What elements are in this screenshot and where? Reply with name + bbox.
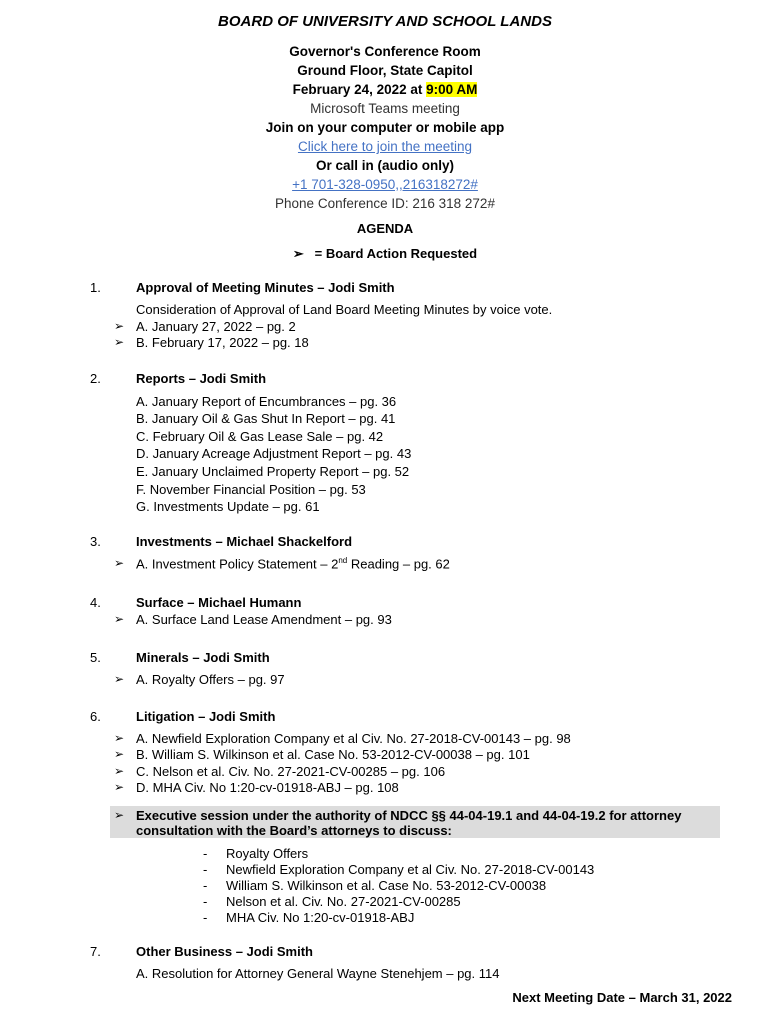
dash-bullet: - [203,894,208,909]
list-item: D. MHA Civ. No 1:20-cv-01918-ABJ – pg. 108 [136,780,399,795]
list-item: A. January 27, 2022 – pg. 2 [136,319,296,334]
conference-id: Phone Conference ID: 216 318 272# [275,196,495,211]
arrow-icon: ➢ [114,319,125,333]
meeting-datetime [0,80,770,99]
join-label: Join on your computer or mobile app [265,120,505,135]
list-item: A. Investment Policy Statement – 2nd Reading – pg. 62 [136,556,450,572]
call-in-label: Or call in (audio only) [315,158,454,173]
list-item: F. November Financial Position – pg. 53 [136,482,366,497]
section-5-number: 5. [90,650,101,665]
section-2-number: 2. [90,371,101,386]
list-item: A. Surface Land Lease Amendment – pg. 93 [136,612,392,627]
list-item: Nelson et al. Civ. No. 27-2021-CV-00285 [226,894,461,909]
arrow-icon: ➢ [114,780,125,794]
dash-bullet: - [203,846,208,861]
arrow-icon: ➢ [292,246,304,261]
meeting-date: February 24, 2022 at [292,82,427,97]
list-item: G. Investments Update – pg. 61 [136,499,320,514]
phone-link[interactable]: +1 701-328-0950,,216318272# [292,177,478,192]
list-item: C. Nelson et al. Civ. No. 27-2021-CV-00285 – pg. 106 [136,764,446,779]
section-1-desc: Consideration of Approval of Land Board Meeting Minutes by voice vote. [136,302,553,317]
section-4-title: Surface – Michael Humann [136,595,302,610]
list-item: B. January Oil & Gas Shut In Report – pg. 41 [136,411,396,426]
list-item: A. Royalty Offers – pg. 97 [136,672,285,687]
list-item: B. February 17, 2022 – pg. 18 [136,335,309,350]
arrow-icon: ➢ [114,612,125,626]
section-1-number: 1. [90,280,101,295]
meeting-time: 9:00 AM [426,82,478,97]
executive-session-line2: consultation with the Board’s attorneys to discuss: [136,823,452,838]
teams-label: Microsoft Teams meeting [310,101,460,116]
section-5-title: Minerals – Jodi Smith [136,650,270,665]
location-room: Governor's Conference Room [289,44,481,59]
dash-bullet: - [203,878,208,893]
dash-bullet: - [203,910,208,925]
list-item: B. William S. Wilkinson et al. Case No. 53-2012-CV-00038 – pg. 101 [136,747,530,762]
section-4-number: 4. [90,595,101,610]
section-7-number: 7. [90,944,101,959]
section-7-title: Other Business – Jodi Smith [136,944,313,959]
list-item: A. Resolution for Attorney General Wayne Stenehjem – pg. 114 [136,966,500,981]
arrow-icon: ➢ [114,335,125,349]
section-6-number: 6. [90,709,101,724]
section-3-title: Investments – Michael Shackelford [136,534,353,549]
arrow-icon: ➢ [114,764,125,778]
list-item: Newfield Exploration Company et al Civ. No. 27-2018-CV-00143 [226,862,595,877]
list-item: William S. Wilkinson et al. Case No. 53-2012-CV-00038 [226,878,547,893]
list-item: Royalty Offers [226,846,309,861]
location-floor: Ground Floor, State Capitol [297,63,473,78]
agenda-legend [0,246,770,262]
section-3-number: 3. [90,534,101,549]
list-item: C. February Oil & Gas Lease Sale – pg. 42 [136,429,384,444]
list-item: E. January Unclaimed Property Report – pg. 52 [136,464,410,479]
arrow-icon: ➢ [114,556,125,570]
executive-session-line1: Executive session under the authority of NDCC §§ 44-04-19.1 and 44-04-19.2 for attorney [136,808,682,823]
section-6-title: Litigation – Jodi Smith [136,709,276,724]
section-2-title: Reports – Jodi Smith [136,371,267,386]
list-item: A. January Report of Encumbrances – pg. 36 [136,394,397,409]
join-meeting-link[interactable]: Click here to join the meeting [297,139,473,154]
arrow-icon: ➢ [114,672,125,686]
next-meeting-date: Next Meeting Date – March 31, 2022 [512,990,732,1005]
document-title: BOARD OF UNIVERSITY AND SCHOOL LANDS [218,13,552,30]
list-item: A. Newfield Exploration Company et al Civ. No. 27-2018-CV-00143 – pg. 98 [136,731,571,746]
list-item: D. January Acreage Adjustment Report – pg. 43 [136,446,412,461]
legend-text: = Board Action Requested [314,246,478,261]
agenda-heading: AGENDA [356,221,414,236]
dash-bullet: - [203,862,208,877]
section-1-title: Approval of Meeting Minutes – Jodi Smith [136,280,395,295]
arrow-icon: ➢ [114,808,125,822]
arrow-icon: ➢ [114,747,125,761]
arrow-icon: ➢ [114,731,125,745]
list-item: MHA Civ. No 1:20-cv-01918-ABJ [226,910,415,925]
